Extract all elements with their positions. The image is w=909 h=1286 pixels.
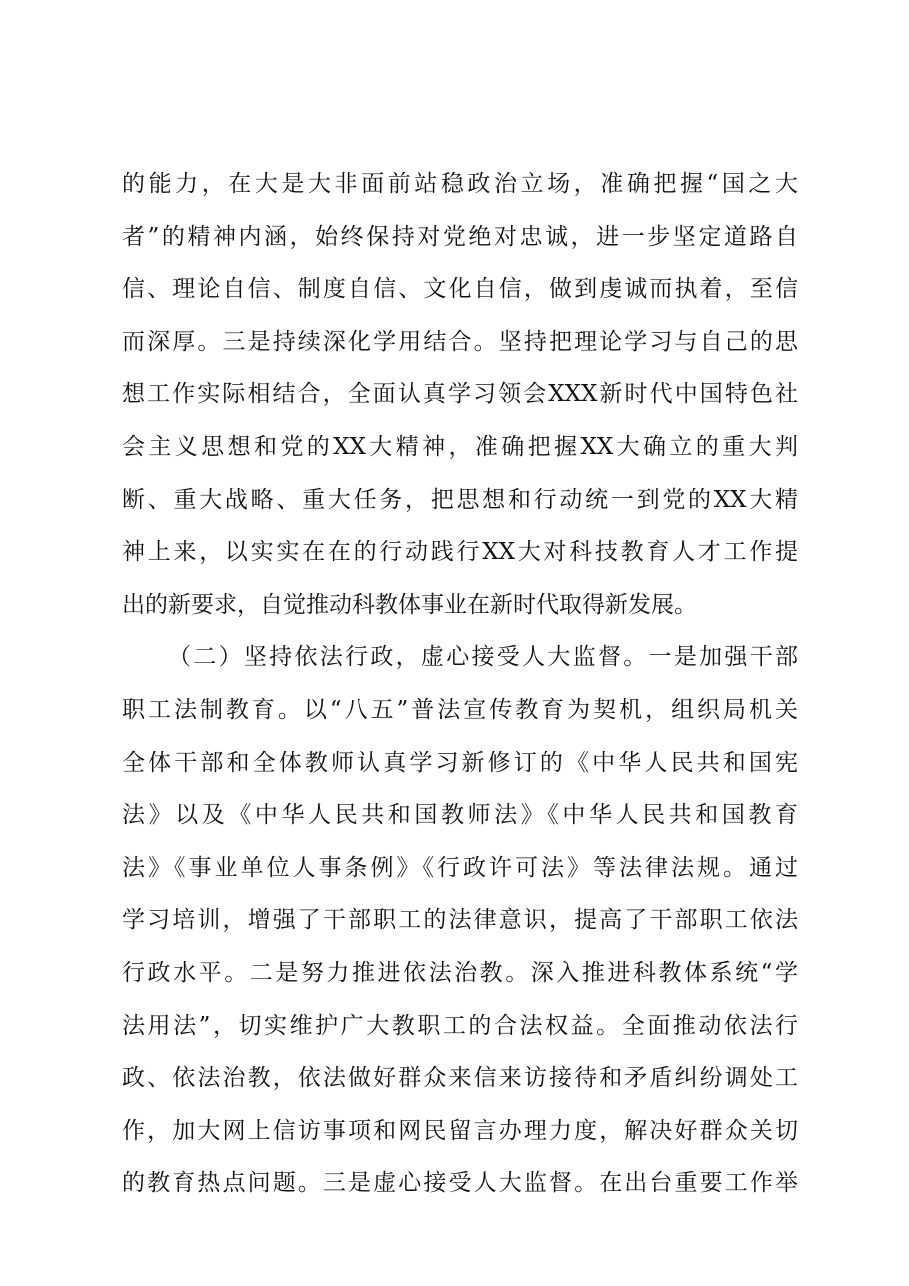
text-line: 政、依法治教，依法做好群众来信来访接待和矛盾纠纷调处工 [122, 1065, 798, 1092]
text-line: 而深厚。三是持续深化学用结合。坚持把理论学习与自己的思 [122, 328, 798, 355]
text-line: 神上来，以实实在在的行动践行XX大对科技教育人才工作提 [122, 539, 798, 566]
section-heading-line: （二）坚持依法行政，虚心接受人大监督。一是加强干部 [168, 644, 798, 671]
document-body [122, 158, 798, 1210]
text-line: 全体干部和全体教师认真学习新修订的《中华人民共和国宪 [122, 749, 798, 776]
text-line: 的教育热点问题。三是虚心接受人大监督。在出台重要工作举 [122, 1170, 798, 1197]
text-line: 信、理论自信、制度自信、文化自信，做到虔诚而执着，至信 [122, 276, 798, 303]
text-line: 学习培训，增强了干部职工的法律意识，提高了干部职工依法 [122, 907, 798, 934]
text-line: 的能力，在大是大非面前站稳政治立场，准确把握“国之大 [122, 171, 798, 197]
text-line: 断、重大战略、重大任务，把思想和行动统一到党的XX大精 [122, 486, 798, 513]
text-line: 法》以及《中华人民共和国教师法》《中华人民共和国教育 [122, 802, 798, 829]
text-line: 想工作实际相结合，全面认真学习领会XXX新时代中国特色社 [122, 381, 798, 408]
text-line: 行政水平。二是努力推进依法治教。深入推进科教体系统“学 [122, 959, 798, 986]
text-line: 职工法制教育。以“八五”普法宣传教育为契机，组织局机关 [122, 696, 798, 723]
text-line: 法用法”，切实维护广大教职工的合法权益。全面推动依法行 [122, 1012, 798, 1039]
text-line: 者”的精神内涵，始终保持对党绝对忠诚，进一步坚定道路自 [122, 223, 798, 250]
paragraph-end-line: 出的新要求，自觉推动科教体事业在新时代取得新发展。 [122, 591, 697, 618]
text-line: 作，加大网上信访事项和网民留言办理力度，解决好群众关切 [122, 1117, 798, 1144]
text-line: 法》《事业单位人事条例》《行政许可法》等法律法规。通过 [122, 854, 798, 881]
text-line: 会主义思想和党的XX大精神，准确把握XX大确立的重大判 [122, 433, 798, 460]
